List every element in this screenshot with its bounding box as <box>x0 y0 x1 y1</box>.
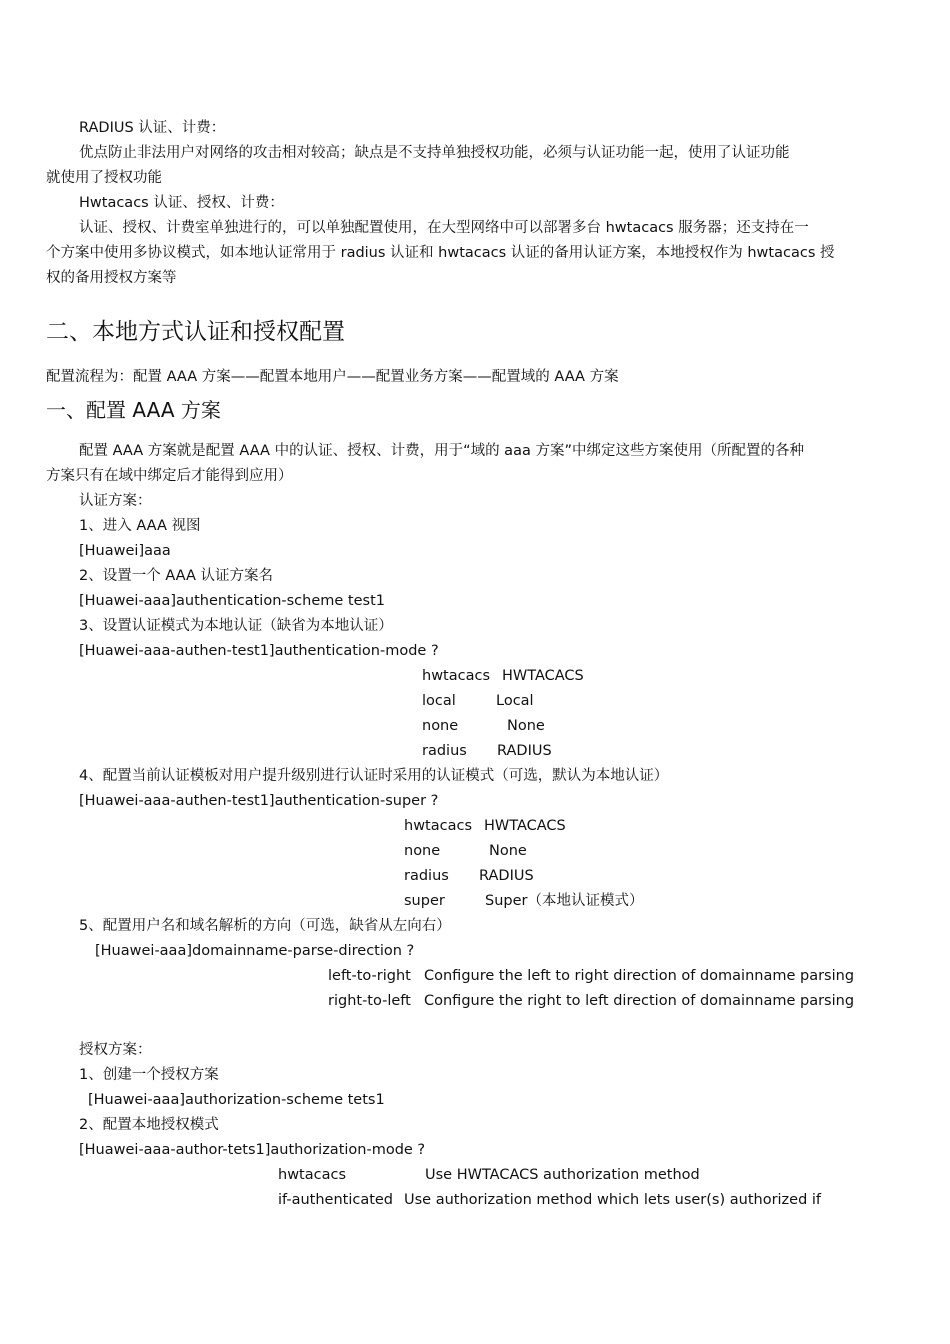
super-option-desc: None <box>489 843 527 859</box>
radius-desc-line1: 优点防止非法用户对网络的攻击相对较高；缺点是不支持单独授权功能，必须与认证功能一起，使用了认证功能 <box>79 145 790 161</box>
authen-title: 认证方案： <box>79 493 152 509</box>
intro-line1: 配置 AAA 方案就是配置 AAA 中的认证、授权、计费，用于“域的 aaa 方案”中绑定这些方案使用（所配置的各种 <box>79 443 804 459</box>
mode-option-key: none <box>422 718 459 734</box>
mode-option-key: radius <box>422 743 467 759</box>
author-step1: 1、创建一个授权方案 <box>79 1067 219 1083</box>
radius-title: RADIUS 认证、计费： <box>79 120 226 136</box>
author-step2: 2、配置本地授权模式 <box>79 1117 219 1133</box>
intro-line2: 方案只有在域中绑定后才能得到应用） <box>46 468 293 484</box>
mode-option-key: local <box>422 693 456 709</box>
authen-step4: 4、配置当前认证模板对用户提升级别进行认证时采用的认证模式（可选，默认为本地认证） <box>79 768 669 784</box>
parse-option-key: right-to-left <box>328 993 411 1009</box>
authen-step3: 3、设置认证模式为本地认证（缺省为本地认证） <box>79 618 393 634</box>
section-heading: 二、本地方式认证和授权配置 <box>46 319 345 345</box>
author-cmd2: [Huawei-aaa-author-tets1]authorization-mode ? <box>79 1142 426 1158</box>
authen-step2: 2、设置一个 AAA 认证方案名 <box>79 568 274 584</box>
author-option-key: if-authenticated <box>278 1192 394 1208</box>
mode-option-desc: RADIUS <box>497 743 552 759</box>
super-option-key: super <box>404 893 445 909</box>
authen-cmd2: [Huawei-aaa]authentication-scheme test1 <box>79 593 385 609</box>
subsection-heading: 一、配置 AAA 方案 <box>46 398 221 422</box>
mode-option-key: hwtacacs <box>422 668 491 684</box>
parse-option-key: left-to-right <box>328 968 411 984</box>
authen-step5: 5、配置用户名和域名解析的方向（可选，缺省从左向右） <box>79 918 451 934</box>
authen-cmd3: [Huawei-aaa-authen-test1]authentication-mode ? <box>79 643 439 659</box>
parse-option-desc: Configure the left to right direction of domainname parsing <box>424 968 855 984</box>
authen-cmd1: [Huawei]aaa <box>79 543 171 559</box>
parse-option-desc: Configure the right to left direction of domainname parsing <box>424 993 855 1009</box>
author-title: 授权方案： <box>79 1042 152 1058</box>
authen-cmd4: [Huawei-aaa-authen-test1]authentication-super ? <box>79 793 439 809</box>
hwtacacs-desc-line1: 认证、授权、计费室单独进行的，可以单独配置使用，在大型网络中可以部署多台 hwtacacs 服务器；还支持在一 <box>79 220 809 236</box>
super-option-key: radius <box>404 868 449 884</box>
super-option-key: none <box>404 843 441 859</box>
mode-option-desc: None <box>507 718 545 734</box>
super-option-desc: RADIUS <box>479 868 534 884</box>
hwtacacs-title: Hwtacacs 认证、授权、计费： <box>79 195 284 211</box>
radius-desc-line2: 就使用了授权功能 <box>46 170 162 186</box>
mode-option-desc: Local <box>496 693 534 709</box>
hwtacacs-desc-line2: 个方案中使用多协议模式，如本地认证常用于 radius 认证和 hwtacacs 认证的备用认证方案，本地授权作为 hwtacacs 授 <box>46 245 835 261</box>
author-option-key: hwtacacs <box>278 1167 347 1183</box>
super-option-key: hwtacacs <box>404 818 473 834</box>
author-option-desc: Use authorization method which lets user(s) authorized if <box>404 1192 822 1208</box>
author-cmd1: [Huawei-aaa]authorization-scheme tets1 <box>88 1092 385 1108</box>
author-option-desc: Use HWTACACS authorization method <box>425 1167 700 1183</box>
config-flow: 配置流程为：配置 AAA 方案——配置本地用户——配置业务方案——配置域的 AAA 方案 <box>46 369 619 385</box>
super-option-desc: HWTACACS <box>484 818 566 834</box>
authen-step1: 1、进入 AAA 视图 <box>79 518 201 534</box>
hwtacacs-desc-line3: 权的备用授权方案等 <box>46 270 177 286</box>
authen-cmd5: [Huawei-aaa]domainname-parse-direction ? <box>95 943 415 959</box>
super-option-desc: Super（本地认证模式） <box>485 893 644 909</box>
mode-option-desc: HWTACACS <box>502 668 584 684</box>
